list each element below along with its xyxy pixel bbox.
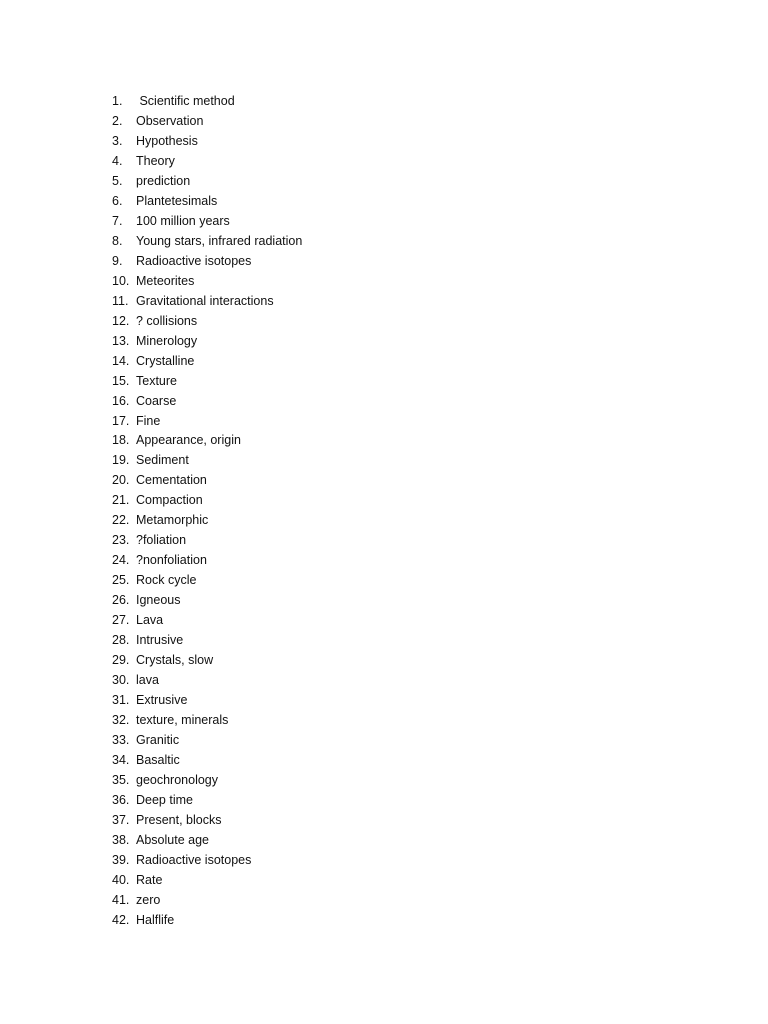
list-item-number: 17.: [112, 413, 130, 428]
list-item-text: zero: [136, 892, 161, 907]
list-item-number: 42.: [112, 912, 130, 927]
list-item-text: Halflife: [136, 912, 175, 927]
list-item-number: 5.: [112, 173, 123, 188]
list-item-number: 29.: [112, 653, 130, 668]
list-item-text: Cementation: [136, 473, 207, 488]
list-item-text: Metamorphic: [136, 513, 209, 528]
list-item: [112, 471, 302, 491]
list-item: [112, 751, 302, 771]
list-item-number: 12.: [112, 313, 130, 328]
list-item-number: 39.: [112, 852, 130, 867]
list-item: [112, 132, 302, 152]
list-item-number: 2.: [112, 113, 123, 128]
list-item-number: 15.: [112, 373, 130, 388]
list-item-text: Rate: [136, 872, 163, 887]
list-item-number: 34.: [112, 752, 130, 767]
list-item-number: 24.: [112, 553, 130, 568]
list-item: [112, 691, 302, 711]
list-item: [112, 651, 302, 671]
list-item-number: 10.: [112, 273, 130, 288]
list-item-text: ? collisions: [136, 313, 198, 328]
list-item-text: Fine: [136, 413, 161, 428]
list-item: [112, 152, 302, 172]
list-item: [112, 451, 302, 471]
list-item-number: 1.: [112, 94, 123, 108]
list-item-number: 11.: [112, 293, 129, 308]
list-item-text: Theory: [136, 153, 175, 168]
list-item-number: 32.: [112, 713, 130, 728]
list-item-text: Rock cycle: [136, 573, 197, 588]
list-item: [112, 811, 302, 831]
list-item-text: Granitic: [136, 733, 180, 747]
list-item-number: 35.: [112, 772, 130, 787]
list-item: [112, 911, 302, 931]
list-item: [112, 511, 302, 531]
list-item: [112, 431, 302, 451]
list-item-text: Radioactive isotopes: [136, 852, 252, 867]
list-item-text: Compaction: [136, 493, 203, 508]
numbered-list: [112, 92, 302, 931]
list-item: [112, 851, 302, 871]
list-item-text: Lava: [136, 613, 164, 628]
list-item-number: 33.: [112, 733, 130, 747]
list-item: [112, 252, 302, 272]
list-item-text: Crystalline: [136, 353, 195, 368]
list-item: [112, 112, 302, 132]
list-item-text: prediction: [136, 173, 191, 188]
list-item-number: 28.: [112, 633, 130, 648]
list-item: [112, 212, 302, 232]
list-item-number: 27.: [112, 613, 130, 628]
list-item-text: ?nonfoliation: [136, 553, 207, 568]
list-item: [112, 332, 302, 352]
list-item-text: Coarse: [136, 393, 177, 408]
list-item: [112, 791, 302, 811]
list-item: [112, 412, 302, 432]
list-item: [112, 372, 302, 392]
list-item-text: Scientific method: [136, 94, 235, 108]
list-item-text: Minerology: [136, 333, 198, 348]
list-item-text: Observation: [136, 113, 204, 128]
list-item-number: 6.: [112, 193, 123, 208]
list-item: [112, 571, 302, 591]
list-item-number: 4.: [112, 153, 123, 168]
list-item: [112, 711, 302, 731]
list-item: [112, 591, 302, 611]
list-item-text: Extrusive: [136, 693, 188, 708]
list-item: [112, 531, 302, 551]
list-item-number: 40.: [112, 872, 130, 887]
list-item-text: ?foliation: [136, 533, 187, 548]
list-item-text: Crystals, slow: [136, 653, 214, 668]
list-item: [112, 491, 302, 511]
list-item-text: Hypothesis: [136, 133, 198, 148]
list-item-number: 14.: [112, 353, 130, 368]
list-item-number: 25.: [112, 573, 130, 588]
list-item-text: Present, blocks: [136, 812, 222, 827]
list-item-number: 16.: [112, 393, 130, 408]
list-item: [112, 172, 302, 192]
list-item-text: geochronology: [136, 772, 219, 787]
list-item-text: Meteorites: [136, 273, 195, 288]
list-item-number: 3.: [112, 133, 123, 148]
list-item: [112, 312, 302, 332]
list-item-text: Sediment: [136, 453, 189, 468]
list-item-number: 21.: [112, 493, 130, 508]
list-item: [112, 192, 302, 212]
list-item-number: 26.: [112, 593, 130, 608]
list-item: [112, 292, 302, 312]
list-item-number: 20.: [112, 473, 130, 488]
list-item-text: Absolute age: [136, 832, 209, 847]
list-item-text: Deep time: [136, 792, 193, 807]
list-item-text: Igneous: [136, 593, 181, 608]
list-item: [112, 831, 302, 851]
list-item: [112, 611, 302, 631]
list-item-number: 19.: [112, 453, 130, 468]
list-item-number: 22.: [112, 513, 130, 528]
list-item: [112, 771, 302, 791]
list-item-text: lava: [136, 673, 159, 688]
list-item-text: Basaltic: [136, 752, 180, 767]
list-item-number: 31.: [112, 693, 130, 708]
list-item: [112, 232, 302, 252]
list-item: [112, 392, 302, 412]
list-item-text: Radioactive isotopes: [136, 253, 252, 268]
list-item-text: Intrusive: [136, 633, 184, 648]
list-item: [112, 272, 302, 292]
list-item-number: 37.: [112, 812, 130, 827]
list-item-text: 100 million years: [136, 213, 230, 228]
list-item: [112, 551, 302, 571]
list-item-text: Appearance, origin: [136, 433, 241, 448]
list-item-number: 13.: [112, 333, 130, 348]
list-item: [112, 731, 302, 751]
list-item-number: 7.: [112, 213, 123, 228]
list-item-number: 38.: [112, 832, 130, 847]
list-item: [112, 871, 302, 891]
list-item-number: 8.: [112, 233, 123, 248]
list-item-text: texture, minerals: [136, 713, 229, 728]
list-item-text: Texture: [136, 373, 177, 388]
list-item-number: 18.: [112, 433, 130, 448]
list-item-number: 30.: [112, 673, 130, 688]
list-item-text: Gravitational interactions: [136, 293, 274, 308]
list-item-text: Plantetesimals: [136, 193, 218, 208]
list-item: [112, 92, 302, 112]
list-item: [112, 671, 302, 691]
list-item: [112, 891, 302, 911]
list-item-text: Young stars, infrared radiation: [136, 233, 303, 248]
list-item: [112, 352, 302, 372]
list-item-number: 9.: [112, 253, 123, 268]
list-item: [112, 631, 302, 651]
list-item-number: 23.: [112, 533, 130, 548]
list-item-number: 36.: [112, 792, 130, 807]
list-item-number: 41.: [112, 892, 130, 907]
